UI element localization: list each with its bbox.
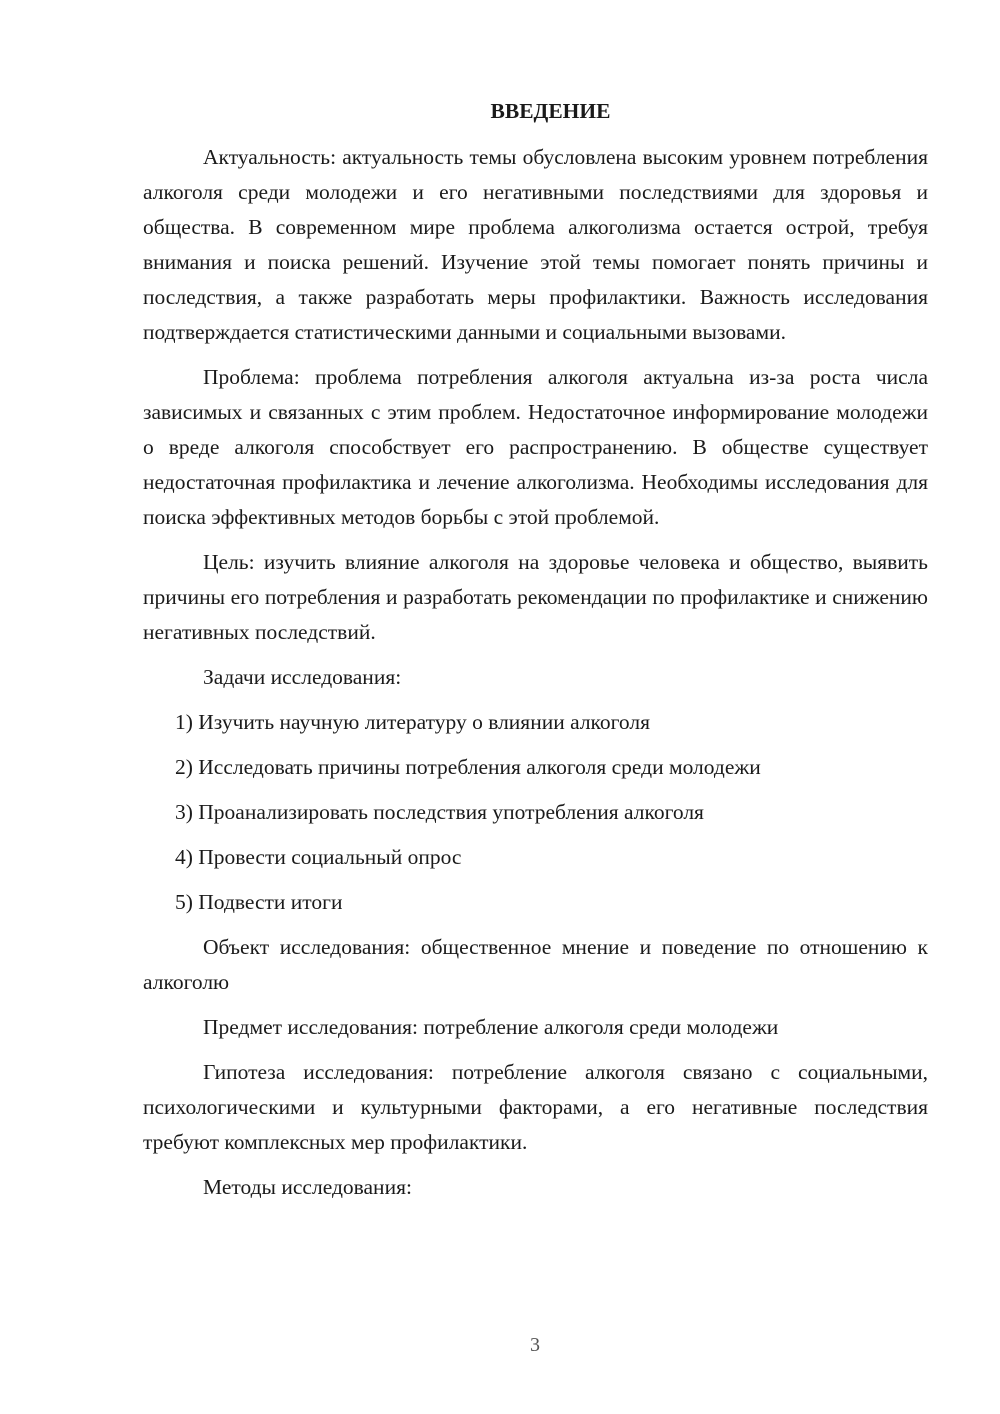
list-item: 4) Провести социальный опрос [175, 845, 462, 869]
goal-paragraph: Цель: изучить влияние алкоголя на здоровье человека и общество, выявить причины его потребления и разработать рекомендации по профилактике и снижению негативных последствий. [143, 550, 928, 644]
methods-heading: Методы исследования: [203, 1175, 412, 1199]
problem-paragraph: Проблема: проблема потребления алкоголя актуальна из-за роста числа зависимых и связанных с этим проблем. Недостаточное информирование молодежи о вреде алкоголя способствует его распространению. В обществе существует недостаточная профилактика и лечение алкоголизма. Необходимы исследования для поиска эффективных методов борьбы с этой проблемой. [143, 365, 928, 529]
document-body [143, 94, 928, 1215]
section-title: ВВЕДЕНИЕ [490, 99, 611, 123]
hypothesis-paragraph: Гипотеза исследования: потребление алкоголя связано с социальными, психологическими и культурными факторами, а его негативные последствия требуют комплексных мер профилактики. [143, 1060, 928, 1154]
list-item: 2) Исследовать причины потребления алкоголя среди молодежи [175, 755, 761, 779]
page-number: 3 [530, 1334, 540, 1356]
list-item: 5) Подвести итоги [175, 890, 343, 914]
list-item: 3) Проанализировать последствия употребления алкоголя [175, 800, 704, 824]
list-item: 1) Изучить научную литературу о влиянии алкоголя [175, 710, 651, 734]
subject-paragraph: Предмет исследования: потребление алкоголя среди молодежи [203, 1015, 779, 1039]
tasks-list [143, 705, 928, 920]
tasks-heading: Задачи исследования: [203, 665, 402, 689]
object-paragraph: Объект исследования: общественное мнение и поведение по отношению к алкоголю [143, 935, 928, 994]
relevance-paragraph: Актуальность: актуальность темы обусловлена высоким уровнем потребления алкоголя среди молодежи и его негативными последствиями для здоровья и общества. В современном мире проблема алкоголизма остается острой, требуя внимания и поиска решений. Изучение этой темы помогает понять причины и последствия, а также разработать меры профилактики. Важность исследования подтверждается статистическими данными и социальными вызовами. [143, 145, 928, 344]
